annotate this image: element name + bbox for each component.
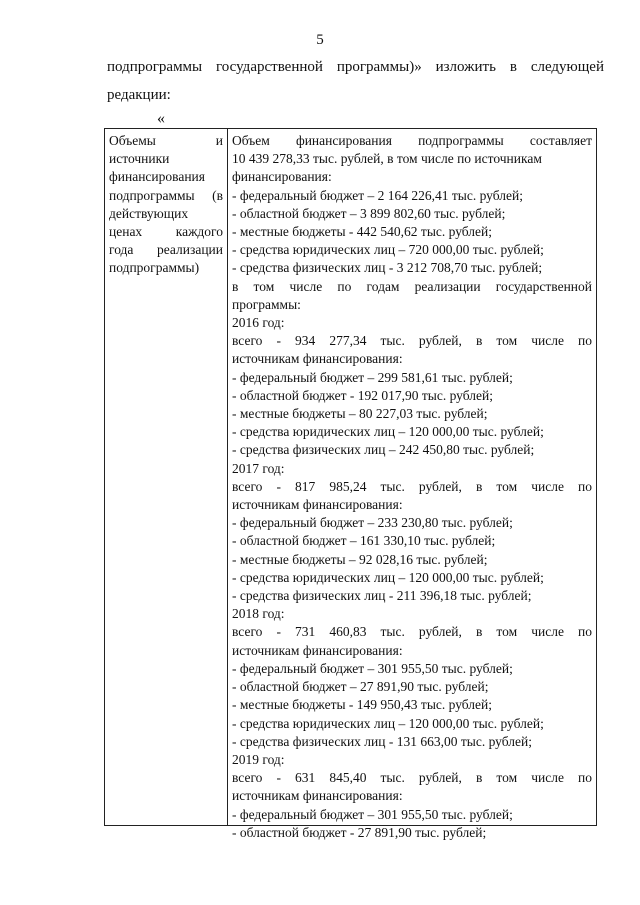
intro-text-line-2: редакции: [107,87,171,103]
page-number: 5 [316,32,324,48]
label-line: Объемы и [109,133,223,148]
value-line: 2016 год: [232,315,285,331]
value-line: - средства юридических лиц – 120 000,00 тыс. рублей; [232,424,544,440]
label-line: подпрограммы) [109,260,200,276]
value-line: источникам финансирования: [232,351,403,367]
value-line: источникам финансирования: [232,788,403,804]
value-line: - областной бюджет – 27 891,90 тыс. рублей; [232,679,489,695]
value-line: - средства физических лиц – 242 450,80 тыс. рублей; [232,442,535,458]
intro-text-line-1: подпрограммы государственной программы)» изложить в следующей [107,59,604,75]
label-line: подпрограммы (в [109,187,223,203]
value-line: всего - 934 277,34 тыс. рублей, в том числе по [232,333,592,349]
label-line: источники [109,151,170,167]
table-value-cell [228,129,596,840]
value-line: 10 439 278,33 тыс. рублей, в том числе по источникам [232,151,542,167]
value-line: - местные бюджеты - 442 540,62 тыс. рублей; [232,224,493,240]
label-line: ценах каждого [109,224,223,240]
value-line: - федеральный бюджет – 301 955,50 тыс. рублей; [232,660,513,676]
value-line: - средства юридических лиц – 720 000,00 тыс. рублей; [232,242,544,258]
value-line: источникам финансирования: [232,497,403,513]
label-line: действующих [109,205,189,221]
value-line: - федеральный бюджет – 299 581,61 тыс. рублей; [232,369,513,385]
value-line: 2017 год: [232,460,285,476]
label-line: года реализации [109,242,223,258]
value-line: - местные бюджеты – 92 028,16 тыс. рублей; [232,551,488,567]
value-line: - местные бюджеты – 80 227,03 тыс. рублей; [232,406,488,422]
funding-table [104,128,597,840]
value-line: - местные бюджеты - 149 950,43 тыс. рублей; [232,697,493,713]
value-line: - средства юридических лиц – 120 000,00 тыс. рублей; [232,569,544,585]
label-line: финансирования [109,169,205,185]
table-label-cell [105,129,228,825]
value-line: - областной бюджет – 161 330,10 тыс. рублей; [232,533,496,549]
value-line: всего - 731 460,83 тыс. рублей, в том числе по [232,624,592,640]
value-line: программы: [232,296,301,312]
opening-quote-mark: « [157,110,165,127]
value-line: - федеральный бюджет – 301 955,50 тыс. рублей; [232,806,513,822]
value-line: - федеральный бюджет – 2 164 226,41 тыс. рублей; [232,187,523,203]
value-line: - областной бюджет - 27 891,90 тыс. рублей; [232,824,487,840]
value-line: - средства физических лиц - 211 396,18 тыс. рублей; [232,588,532,604]
value-line: - областной бюджет – 3 899 802,60 тыс. рублей; [232,205,506,221]
value-line: источникам финансирования: [232,642,403,658]
value-line: - федеральный бюджет – 233 230,80 тыс. рублей; [232,515,513,531]
value-line: в том числе по годам реализации государственной [232,278,592,294]
value-line: - средства юридических лиц – 120 000,00 тыс. рублей; [232,715,544,731]
value-line: всего - 817 985,24 тыс. рублей, в том числе по [232,478,592,494]
value-line: - средства физических лиц - 3 212 708,70 тыс. рублей; [232,260,543,276]
value-line: всего - 631 845,40 тыс. рублей, в том числе по [232,770,592,786]
value-line: финансирования: [232,169,332,185]
value-line: Объем финансирования подпрограммы составляет [232,133,592,148]
value-line: - областной бюджет - 192 017,90 тыс. рублей; [232,387,493,403]
value-line: 2019 год: [232,751,285,767]
value-line: 2018 год: [232,606,285,622]
value-line: - средства физических лиц - 131 663,00 тыс. рублей; [232,733,532,749]
